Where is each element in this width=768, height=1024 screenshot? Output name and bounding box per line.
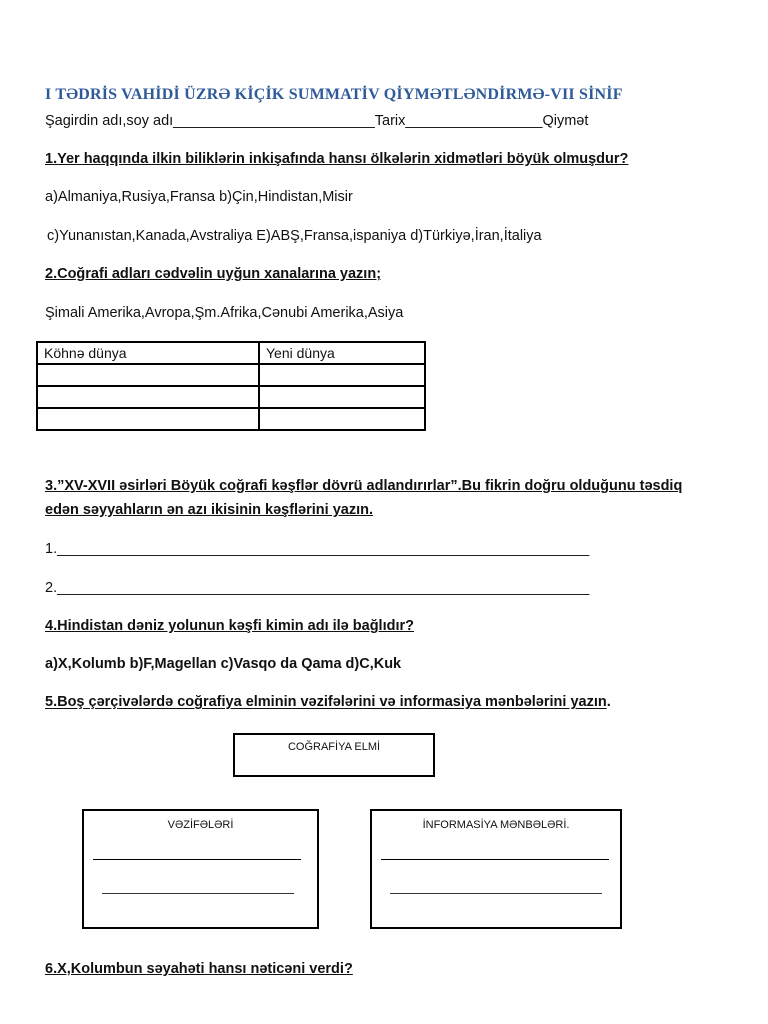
table-cell[interactable] (37, 386, 259, 408)
question-5-period: . (606, 694, 611, 710)
question-4-options: a)X,Kolumb b)F,Magellan c)Vasqo da Qama d)C,Kuk (45, 656, 402, 672)
question-5 (45, 694, 611, 710)
question-4: 4.Hindistan dəniz yolunun kəşfi kimin adı ilə bağlıdır? (45, 618, 414, 634)
sources-answer-line[interactable] (381, 859, 609, 860)
header-old-world: Köhnə dünya (37, 342, 259, 364)
header-new-world: Yeni dünya (259, 342, 425, 364)
student-info-line: Şagirdin adı,soy adı_________________________Tarix_________________Qiymət (45, 113, 589, 129)
information-sources-box (370, 809, 622, 929)
question-3-line-2: edən səyyahların ən azı ikisinin kəşflərini yazın. (45, 502, 373, 518)
answer-line-2[interactable]: 2.__________________________________________________________________ (45, 580, 590, 596)
table-row (37, 386, 425, 408)
table-cell[interactable] (259, 386, 425, 408)
table-row (37, 408, 425, 430)
table-header-row (37, 342, 425, 364)
question-1-options-a-b: a)Almaniya,Rusiya,Fransa b)Çin,Hindistan,Misir (45, 189, 353, 205)
question-1: 1.Yer haqqında ilkin biliklərin inkişafında hansı ölkələrin xidmətləri böyük olmuşdur? (45, 151, 629, 167)
question-3-line-1: 3.”XV-XVII əsirləri Böyük coğrafi kəşflər dövrü adlandırırlar”.Bu fikrin doğru olduğunu təsdiq (45, 478, 683, 494)
question-1-options-c-e-d: c)Yunanıstan,Kanada,Avstraliya E)ABŞ,Fransa,ispaniya d)Türkiyə,İran,İtaliya (47, 228, 542, 244)
geography-science-box (233, 733, 435, 777)
duties-label: VƏZİFƏLƏRİ (167, 819, 234, 831)
table-cell[interactable] (37, 364, 259, 386)
table-cell[interactable] (37, 408, 259, 430)
question-2: 2.Coğrafi adları cədvəlin uyğun xanalarına yazın; (45, 266, 382, 282)
geography-science-label: COĞRAFİYA ELMİ (287, 741, 381, 753)
world-classification-table (36, 341, 426, 431)
duties-answer-line[interactable] (102, 893, 294, 894)
table-row (37, 364, 425, 386)
duties-box (82, 809, 319, 929)
duties-answer-line[interactable] (93, 859, 301, 860)
information-sources-label: İNFORMASİYA MƏNBƏLƏRİ. (422, 819, 570, 831)
table-cell[interactable] (259, 364, 425, 386)
answer-line-1[interactable]: 1.__________________________________________________________________ (45, 541, 590, 557)
worksheet-title: I TƏDRİS VAHİDİ ÜZRƏ KİÇİK SUMMATİV QİYMƏTLƏNDİRMƏ-VII SİNİF (45, 86, 623, 103)
question-2-terms: Şimali Amerika,Avropa,Şm.Afrika,Cənubi Amerika,Asiya (45, 305, 404, 321)
question-5-text: 5.Boş çərçivələrdə coğrafiya elminin vəzifələrini və informasiya mənbələrini yazın (45, 694, 607, 710)
sources-answer-line[interactable] (390, 893, 602, 894)
question-6: 6.X,Kolumbun səyahəti hansı nəticəni verdi? (45, 961, 353, 977)
table-cell[interactable] (259, 408, 425, 430)
